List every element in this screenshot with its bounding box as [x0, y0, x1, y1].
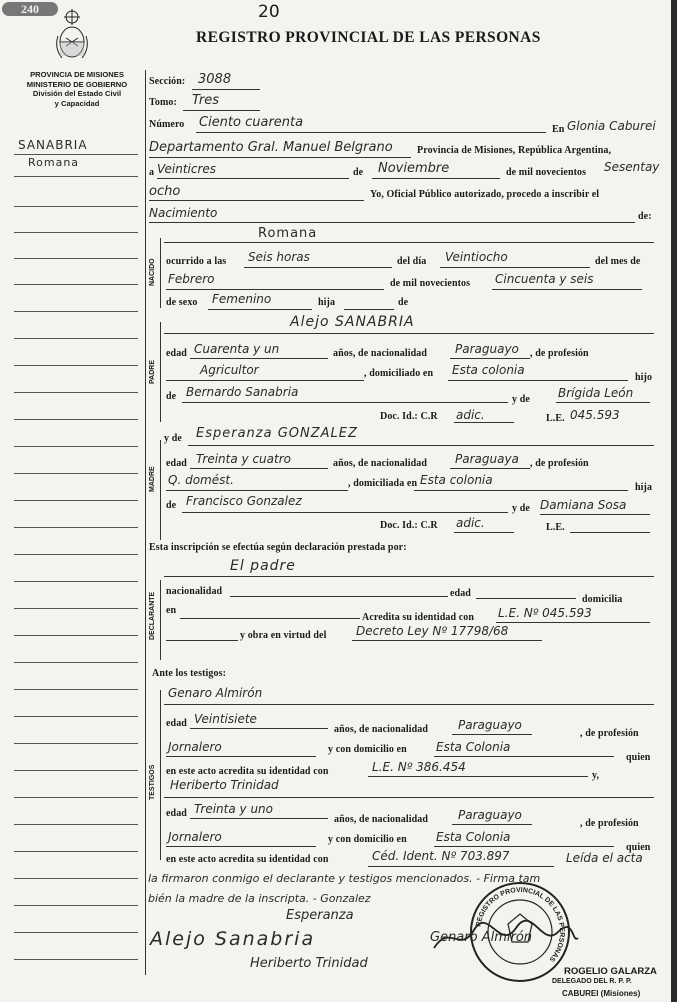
- padre-side-label: PADRE: [149, 360, 156, 384]
- officer-place: CABUREI (Misiones): [562, 989, 641, 998]
- declarante-en-label: en: [166, 605, 177, 616]
- act-type: Nacimiento: [149, 206, 218, 220]
- folio-number: 240: [21, 2, 39, 16]
- de-colon: de:: [638, 211, 652, 222]
- t2-doc-value: Céd. Ident. Nº 703.897: [372, 849, 510, 863]
- authority-line-3: División del Estado Civil: [32, 89, 122, 99]
- signature-father: Alejo Sanabria: [150, 928, 316, 950]
- dia-value: Veintiocho: [445, 250, 508, 264]
- madre-edad-value: Treinta y cuatro: [196, 452, 291, 466]
- testigos-side-label: TESTIGOS: [149, 764, 156, 800]
- closing-line-1: la firmaron conmigo el declarante y testigos mencionados. - Firma tam: [148, 872, 541, 885]
- t1-doc-value: L.E. Nº 386.454: [372, 760, 466, 774]
- signature-witness: Genaro Almirón: [430, 930, 533, 945]
- hour-value: Seis horas: [248, 250, 310, 264]
- t2-dom-value: Esta Colonia: [436, 830, 511, 844]
- madre-name: Esperanza GONZALEZ: [196, 426, 358, 441]
- ocurrido-label: ocurrido a las: [166, 256, 227, 267]
- mes-value: Febrero: [168, 272, 215, 286]
- madre-doc-label: Doc. Id.: C.R: [380, 520, 438, 531]
- madre-de-label: de: [166, 500, 177, 511]
- day-value: Veinticres: [157, 162, 217, 176]
- padre-father-value: Bernardo Sanabria: [186, 385, 299, 399]
- t2-prof-value: Jornalero: [168, 830, 222, 844]
- de-label: de: [353, 167, 364, 178]
- padre-prof-value: Agricultor: [200, 363, 259, 377]
- year-value-a: Sesentay: [604, 160, 660, 174]
- madre-dom-label: , domiciliada en: [348, 478, 418, 489]
- padre-prof-label: , de profesión: [530, 348, 589, 359]
- t2-prof-label: , de profesión: [580, 818, 639, 829]
- a-label: a: [149, 167, 155, 178]
- nacido-de-label: de: [398, 297, 409, 308]
- declarante-acredita-label: Acredita su identidad con: [362, 612, 475, 623]
- authority-line-4: y Capacidad: [54, 98, 100, 108]
- closing-line-2: bién la madre de la inscripta. - Gonzalez: [148, 892, 371, 905]
- registry-title: REGISTRO PROVINCIAL DE LAS PERSONAS: [196, 29, 541, 46]
- t2-nac-value: Paraguayo: [458, 808, 522, 822]
- t1-prof-value: Jornalero: [168, 740, 222, 754]
- officer-role: DELEGADO DEL R. P. P.: [552, 978, 632, 985]
- en-value: Glonia Caburei: [567, 119, 656, 133]
- madre-hija-label: hija: [635, 482, 653, 493]
- t1-dom-value: Esta Colonia: [436, 740, 511, 754]
- madre-le-label: L.E.: [546, 522, 565, 533]
- seccion-value: 3088: [198, 72, 232, 87]
- mil-label: de mil novecientos: [390, 278, 471, 289]
- padre-edad-value: Cuarenta y un: [194, 342, 280, 356]
- declarante-virtud-value: Decreto Ley Nº 17798/68: [356, 624, 509, 638]
- folio-stamp: [2, 2, 58, 16]
- padre-hijo-label: hijo: [635, 372, 653, 383]
- declarante-name: El padre: [230, 558, 296, 574]
- t1-edad-value: Veintisiete: [194, 712, 257, 726]
- authority-line-1: PROVINCIA DE MISIONES: [30, 70, 124, 79]
- padre-edad-label: edad: [166, 348, 187, 359]
- month-value: Noviembre: [378, 161, 450, 176]
- dia-label: del día: [397, 256, 427, 267]
- t2-acredita-label: en este acto acredita su identidad con: [166, 854, 329, 865]
- declarante-dom-label: domicilia: [582, 594, 623, 605]
- authority-line-2: MINISTERIO DE GOBIERNO: [26, 79, 128, 89]
- official-seal-icon: [468, 880, 572, 984]
- t1-edad-label: edad: [166, 718, 187, 729]
- madre-doc-value: adic.: [456, 516, 485, 530]
- sexo-label: de sexo: [166, 297, 198, 308]
- padre-name: Alejo SANABRIA: [290, 314, 415, 330]
- t2-edad-label: edad: [166, 808, 187, 819]
- provincia-text: Provincia de Misiones, República Argentina,: [417, 145, 612, 156]
- t1-acredita-label: en este acto acredita su identidad con: [166, 766, 329, 777]
- departamento-value: Departamento Gral. Manuel Belgrano: [149, 140, 393, 155]
- madre-prof-value: Q. domést.: [168, 473, 234, 487]
- t2-dom-label: y con domicilio en: [328, 834, 407, 845]
- madre-side-label: MADRE: [149, 466, 156, 492]
- madre-prof-label: , de profesión: [530, 458, 589, 469]
- margin-given-name: Romana: [28, 156, 80, 169]
- numero-value: Ciento cuarenta: [199, 115, 304, 130]
- signature-mother: Esperanza: [286, 908, 354, 923]
- madre-father-value: Francisco Gonzalez: [186, 494, 302, 508]
- madre-mother-value: Damiana Sosa: [540, 498, 627, 512]
- signature-witness-2: Heriberto Trinidad: [250, 956, 368, 971]
- sexo-value: Femenino: [212, 292, 272, 306]
- madre-dom-value: Esta colonia: [420, 473, 493, 487]
- madre-y-de-label-2: y de: [512, 503, 530, 514]
- padre-nac-value: Paraguayo: [455, 342, 519, 356]
- t1-prof-label: , de profesión: [580, 728, 639, 739]
- testigos-intro: Ante los testigos:: [152, 668, 227, 679]
- seccion-label: Sección:: [149, 76, 186, 87]
- hija-label: hija: [318, 297, 336, 308]
- declarante-intro: Esta inscripción se efectúa según declaración prestada por:: [149, 542, 407, 553]
- t2-nac-label: años, de nacionalidad: [334, 814, 429, 825]
- officer-name: ROGELIO GALARZA: [564, 966, 657, 977]
- t2-quien-label: quien: [626, 842, 651, 853]
- anio-value: Cincuenta y seis: [495, 272, 594, 286]
- seal-ring-text: REGISTRO PROVINCIAL DE LAS PERSONAS: [475, 886, 566, 963]
- en-label: En: [552, 124, 565, 135]
- padre-nac-label: años, de nacionalidad: [333, 348, 428, 359]
- official-text: Yo, Oficial Público autorizado, procedo a inscribir el: [370, 189, 600, 200]
- declarante-nac-label: nacionalidad: [166, 586, 223, 597]
- mes-label: del mes de: [595, 256, 641, 267]
- page-edge: [671, 0, 677, 1002]
- t1-name: Genaro Almirón: [168, 686, 263, 700]
- leida-text: Leída el acta: [566, 851, 643, 865]
- t1-y-label: y,: [592, 770, 600, 781]
- padre-dom-label: , domiciliado en: [364, 368, 434, 379]
- declarante-edad-label: edad: [450, 588, 471, 599]
- t1-nac-value: Paraguayo: [458, 718, 522, 732]
- padre-doc-value: adic.: [456, 408, 485, 422]
- t1-dom-label: y con domicilio en: [328, 744, 407, 755]
- declarante-virtud-label: y obra en virtud del: [240, 630, 327, 641]
- coat-of-arms-icon: [52, 8, 92, 64]
- madre-nac-label: años, de nacionalidad: [333, 458, 428, 469]
- nacido-name: Romana: [258, 226, 318, 241]
- t1-quien-label: quien: [626, 752, 651, 763]
- padre-doc-label: Doc. Id.: C.R: [380, 411, 438, 422]
- declarante-side-label: DECLARANTE: [149, 591, 156, 640]
- year-value-b: ocho: [149, 184, 181, 199]
- nacido-side-label: NACIDO: [149, 258, 156, 286]
- padre-le-value: 045.593: [570, 408, 620, 422]
- authority-block: [8, 70, 146, 108]
- t2-name: Heriberto Trinidad: [170, 778, 279, 792]
- t1-nac-label: años, de nacionalidad: [334, 724, 429, 735]
- tomo-label: Tomo:: [149, 97, 177, 108]
- madre-nac-value: Paraguaya: [455, 452, 519, 466]
- margin-surname: SANABRIA: [18, 138, 88, 152]
- tomo-value: Tres: [192, 93, 220, 108]
- declarante-acredita-value: L.E. Nº 045.593: [498, 606, 592, 620]
- padre-le-label: L.E.: [546, 413, 565, 424]
- mil-text: de mil novecientos: [506, 167, 587, 178]
- padre-de-label: de: [166, 391, 177, 402]
- t2-edad-value: Treinta y uno: [194, 802, 273, 816]
- page-number: 20: [258, 2, 280, 22]
- padre-dom-value: Esta colonia: [452, 363, 525, 377]
- madre-edad-label: edad: [166, 458, 187, 469]
- numero-label: Número: [149, 119, 185, 130]
- padre-y-de-label: y de: [512, 394, 530, 405]
- madre-y-de-label: y de: [164, 433, 182, 444]
- padre-mother-value: Brígida León: [558, 386, 634, 400]
